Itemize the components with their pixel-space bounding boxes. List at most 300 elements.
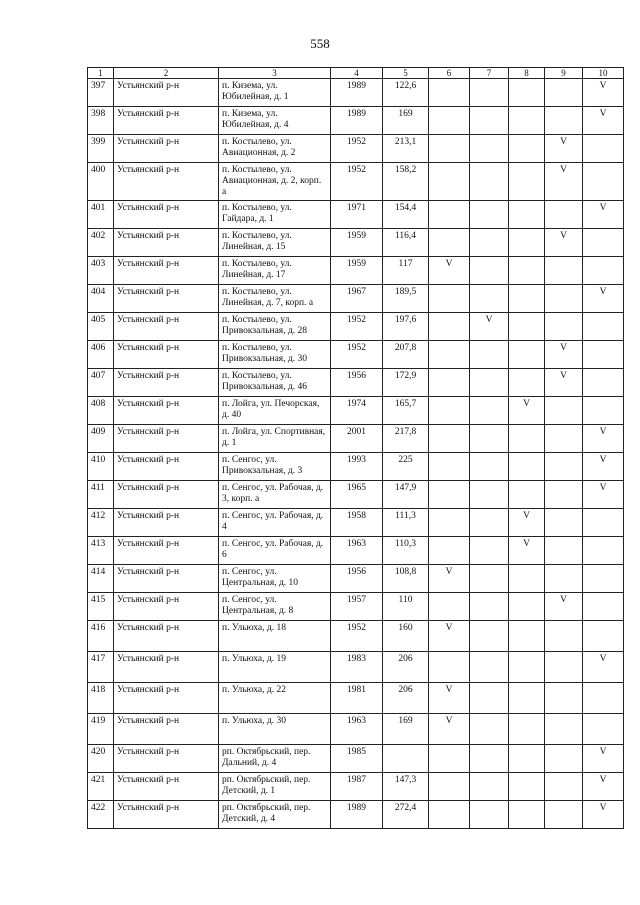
- table-row: [88, 537, 624, 565]
- mark-cell-col-9: [545, 565, 583, 593]
- year-cell: 1956: [331, 565, 383, 593]
- row-number-cell: 407: [88, 369, 114, 397]
- area-cell: 169: [383, 107, 429, 135]
- mark-cell-col-7: [470, 773, 509, 801]
- mark-cell-col-9: [545, 107, 583, 135]
- mark-cell-col-8: [509, 369, 545, 397]
- mark-cell-col-10: V: [583, 453, 624, 481]
- mark-cell-col-6: [429, 801, 470, 829]
- column-header: 6: [429, 68, 470, 79]
- mark-cell-col-10: [583, 683, 624, 714]
- mark-cell-col-9: [545, 201, 583, 229]
- mark-cell-col-6: [429, 453, 470, 481]
- mark-cell-col-8: [509, 341, 545, 369]
- table-row: [88, 481, 624, 509]
- district-cell: Устьянский р-н: [114, 537, 219, 565]
- table-row: [88, 453, 624, 481]
- mark-cell-col-10: [583, 229, 624, 257]
- address-cell: п. Костылево, ул. Привокзальная, д. 28: [219, 313, 331, 341]
- mark-cell-col-10: [583, 135, 624, 163]
- mark-cell-col-6: [429, 481, 470, 509]
- district-cell: Устьянский р-н: [114, 313, 219, 341]
- row-number-cell: 412: [88, 509, 114, 537]
- table-row: [88, 509, 624, 537]
- district-cell: Устьянский р-н: [114, 341, 219, 369]
- row-number-cell: 414: [88, 565, 114, 593]
- year-cell: 1971: [331, 201, 383, 229]
- district-cell: Устьянский р-н: [114, 745, 219, 773]
- mark-cell-col-9: [545, 257, 583, 285]
- address-cell: п. Сенгос, ул. Рабочая, д. 6: [219, 537, 331, 565]
- mark-cell-col-8: [509, 565, 545, 593]
- mark-cell-col-10: [583, 593, 624, 621]
- mark-cell-col-6: [429, 537, 470, 565]
- row-number-cell: 419: [88, 714, 114, 745]
- mark-cell-col-6: [429, 773, 470, 801]
- area-cell: 207,8: [383, 341, 429, 369]
- mark-cell-col-8: [509, 313, 545, 341]
- row-number-cell: 417: [88, 652, 114, 683]
- address-cell: п. Сенгос, ул. Рабочая, д. 4: [219, 509, 331, 537]
- mark-cell-col-10: V: [583, 107, 624, 135]
- table-row: [88, 652, 624, 683]
- mark-cell-col-9: [545, 773, 583, 801]
- mark-cell-col-8: [509, 107, 545, 135]
- mark-cell-col-9: [545, 537, 583, 565]
- mark-cell-col-6: [429, 397, 470, 425]
- district-cell: Устьянский р-н: [114, 201, 219, 229]
- mark-cell-col-10: V: [583, 773, 624, 801]
- mark-cell-col-10: V: [583, 79, 624, 107]
- address-cell: п. Кизема, ул. Юбилейная, д. 4: [219, 107, 331, 135]
- mark-cell-col-7: [470, 257, 509, 285]
- address-cell: п. Лойга, ул. Спортивная, д. 1: [219, 425, 331, 453]
- row-number-cell: 399: [88, 135, 114, 163]
- column-header: 7: [470, 68, 509, 79]
- mark-cell-col-8: [509, 801, 545, 829]
- address-cell: п. Костылево, ул. Линейная, д. 15: [219, 229, 331, 257]
- mark-cell-col-8: [509, 79, 545, 107]
- district-cell: Устьянский р-н: [114, 565, 219, 593]
- mark-cell-col-7: [470, 135, 509, 163]
- page-number: 558: [310, 36, 330, 51]
- mark-cell-col-10: V: [583, 745, 624, 773]
- table-row: [88, 745, 624, 773]
- address-cell: п. Ульюха, д. 22: [219, 683, 331, 714]
- district-cell: Устьянский р-н: [114, 79, 219, 107]
- mark-cell-col-9: [545, 509, 583, 537]
- year-cell: 1952: [331, 163, 383, 201]
- mark-cell-col-9: [545, 683, 583, 714]
- row-number-cell: 408: [88, 397, 114, 425]
- mark-cell-col-8: [509, 453, 545, 481]
- column-header: 9: [545, 68, 583, 79]
- district-cell: Устьянский р-н: [114, 369, 219, 397]
- mark-cell-col-8: [509, 481, 545, 509]
- mark-cell-col-10: V: [583, 652, 624, 683]
- year-cell: 1965: [331, 481, 383, 509]
- year-cell: 1989: [331, 801, 383, 829]
- mark-cell-col-8: [509, 593, 545, 621]
- table-row: [88, 425, 624, 453]
- area-cell: 154,4: [383, 201, 429, 229]
- area-cell: 108,8: [383, 565, 429, 593]
- mark-cell-col-7: [470, 652, 509, 683]
- mark-cell-col-7: [470, 714, 509, 745]
- table-body: [88, 79, 624, 829]
- table-row: [88, 593, 624, 621]
- mark-cell-col-9: [545, 652, 583, 683]
- mark-cell-col-9: V: [545, 369, 583, 397]
- mark-cell-col-8: [509, 683, 545, 714]
- area-cell: 206: [383, 683, 429, 714]
- year-cell: 1959: [331, 229, 383, 257]
- mark-cell-col-7: [470, 509, 509, 537]
- mark-cell-col-8: [509, 652, 545, 683]
- row-number-cell: 416: [88, 621, 114, 652]
- district-cell: Устьянский р-н: [114, 229, 219, 257]
- area-cell: 206: [383, 652, 429, 683]
- district-cell: Устьянский р-н: [114, 652, 219, 683]
- table-row: [88, 107, 624, 135]
- mark-cell-col-8: [509, 201, 545, 229]
- district-cell: Устьянский р-н: [114, 163, 219, 201]
- mark-cell-col-9: V: [545, 229, 583, 257]
- area-cell: 225: [383, 453, 429, 481]
- mark-cell-col-7: V: [470, 313, 509, 341]
- column-header: 4: [331, 68, 383, 79]
- area-cell: 122,6: [383, 79, 429, 107]
- mark-cell-col-8: V: [509, 397, 545, 425]
- housing-registry-table: [87, 67, 624, 829]
- mark-cell-col-6: V: [429, 565, 470, 593]
- area-cell: 165,7: [383, 397, 429, 425]
- area-cell: 217,8: [383, 425, 429, 453]
- district-cell: Устьянский р-н: [114, 135, 219, 163]
- district-cell: Устьянский р-н: [114, 285, 219, 313]
- mark-cell-col-9: [545, 425, 583, 453]
- mark-cell-col-7: [470, 481, 509, 509]
- year-cell: 1958: [331, 509, 383, 537]
- mark-cell-col-10: V: [583, 481, 624, 509]
- mark-cell-col-6: [429, 369, 470, 397]
- mark-cell-col-6: [429, 425, 470, 453]
- mark-cell-col-10: V: [583, 425, 624, 453]
- district-cell: Устьянский р-н: [114, 714, 219, 745]
- area-cell: 110: [383, 593, 429, 621]
- mark-cell-col-7: [470, 107, 509, 135]
- district-cell: Устьянский р-н: [114, 397, 219, 425]
- year-cell: 2001: [331, 425, 383, 453]
- mark-cell-col-7: [470, 285, 509, 313]
- table-row: [88, 369, 624, 397]
- address-cell: п. Лойга, ул. Печорская, д. 40: [219, 397, 331, 425]
- table-row: [88, 714, 624, 745]
- mark-cell-col-7: [470, 397, 509, 425]
- column-header: 8: [509, 68, 545, 79]
- row-number-cell: 401: [88, 201, 114, 229]
- mark-cell-col-7: [470, 369, 509, 397]
- table-row: [88, 135, 624, 163]
- row-number-cell: 411: [88, 481, 114, 509]
- mark-cell-col-9: V: [545, 341, 583, 369]
- address-cell: п. Костылево, ул. Линейная, д. 17: [219, 257, 331, 285]
- address-cell: п. Кизема, ул. Юбилейная, д. 1: [219, 79, 331, 107]
- year-cell: 1989: [331, 107, 383, 135]
- mark-cell-col-7: [470, 229, 509, 257]
- mark-cell-col-7: [470, 801, 509, 829]
- mark-cell-col-6: [429, 313, 470, 341]
- mark-cell-col-10: [583, 714, 624, 745]
- mark-cell-col-9: [545, 79, 583, 107]
- column-number-header-row: [88, 68, 624, 79]
- mark-cell-col-8: [509, 257, 545, 285]
- row-number-cell: 410: [88, 453, 114, 481]
- row-number-cell: 398: [88, 107, 114, 135]
- district-cell: Устьянский р-н: [114, 593, 219, 621]
- area-cell: 117: [383, 257, 429, 285]
- table-row: [88, 79, 624, 107]
- address-cell: п. Костылево, ул. Авиационная, д. 2: [219, 135, 331, 163]
- table-row: [88, 683, 624, 714]
- mark-cell-col-7: [470, 593, 509, 621]
- mark-cell-col-9: [545, 714, 583, 745]
- mark-cell-col-8: [509, 745, 545, 773]
- year-cell: 1963: [331, 537, 383, 565]
- mark-cell-col-7: [470, 79, 509, 107]
- mark-cell-col-10: [583, 257, 624, 285]
- mark-cell-col-7: [470, 201, 509, 229]
- district-cell: Устьянский р-н: [114, 453, 219, 481]
- area-cell: 169: [383, 714, 429, 745]
- row-number-cell: 422: [88, 801, 114, 829]
- mark-cell-col-6: [429, 652, 470, 683]
- address-cell: п. Костылево, ул. Линейная, д. 7, корп. а: [219, 285, 331, 313]
- mark-cell-col-8: [509, 425, 545, 453]
- mark-cell-col-9: [545, 397, 583, 425]
- area-cell: 116,4: [383, 229, 429, 257]
- table-row: [88, 313, 624, 341]
- year-cell: 1983: [331, 652, 383, 683]
- mark-cell-col-7: [470, 537, 509, 565]
- mark-cell-col-9: V: [545, 593, 583, 621]
- mark-cell-col-6: [429, 745, 470, 773]
- area-cell: [383, 745, 429, 773]
- district-cell: Устьянский р-н: [114, 621, 219, 652]
- mark-cell-col-6: [429, 285, 470, 313]
- mark-cell-col-6: [429, 593, 470, 621]
- mark-cell-col-7: [470, 745, 509, 773]
- address-cell: п. Ульюха, д. 18: [219, 621, 331, 652]
- address-cell: рп. Октябрьский, пер. Дальний, д. 4: [219, 745, 331, 773]
- mark-cell-col-9: V: [545, 163, 583, 201]
- area-cell: 197,6: [383, 313, 429, 341]
- year-cell: 1989: [331, 79, 383, 107]
- district-cell: Устьянский р-н: [114, 683, 219, 714]
- year-cell: 1967: [331, 285, 383, 313]
- mark-cell-col-8: [509, 621, 545, 652]
- address-cell: п. Сенгос, ул. Центральная, д. 10: [219, 565, 331, 593]
- table-row: [88, 257, 624, 285]
- row-number-cell: 397: [88, 79, 114, 107]
- address-cell: п. Костылево, ул. Гайдара, д. 1: [219, 201, 331, 229]
- row-number-cell: 404: [88, 285, 114, 313]
- row-number-cell: 415: [88, 593, 114, 621]
- year-cell: 1952: [331, 313, 383, 341]
- mark-cell-col-6: [429, 163, 470, 201]
- address-cell: п. Костылево, ул. Привокзальная, д. 30: [219, 341, 331, 369]
- year-cell: 1981: [331, 683, 383, 714]
- district-cell: Устьянский р-н: [114, 481, 219, 509]
- row-number-cell: 405: [88, 313, 114, 341]
- mark-cell-col-10: [583, 163, 624, 201]
- district-cell: Устьянский р-н: [114, 425, 219, 453]
- mark-cell-col-10: [583, 537, 624, 565]
- address-cell: п. Ульюха, д. 19: [219, 652, 331, 683]
- mark-cell-col-9: [545, 453, 583, 481]
- table-row: [88, 801, 624, 829]
- table-row: [88, 341, 624, 369]
- address-cell: рп. Октябрьский, пер. Детский, д. 4: [219, 801, 331, 829]
- year-cell: 1974: [331, 397, 383, 425]
- mark-cell-col-6: [429, 229, 470, 257]
- mark-cell-col-8: [509, 163, 545, 201]
- year-cell: 1985: [331, 745, 383, 773]
- district-cell: Устьянский р-н: [114, 773, 219, 801]
- district-cell: Устьянский р-н: [114, 257, 219, 285]
- mark-cell-col-8: [509, 773, 545, 801]
- mark-cell-col-10: V: [583, 801, 624, 829]
- mark-cell-col-8: [509, 229, 545, 257]
- column-header: 3: [219, 68, 331, 79]
- area-cell: 158,2: [383, 163, 429, 201]
- table-row: [88, 285, 624, 313]
- mark-cell-col-10: [583, 313, 624, 341]
- mark-cell-col-10: [583, 509, 624, 537]
- mark-cell-col-10: [583, 565, 624, 593]
- table-row: [88, 773, 624, 801]
- area-cell: 189,5: [383, 285, 429, 313]
- mark-cell-col-6: V: [429, 257, 470, 285]
- table-row: [88, 229, 624, 257]
- row-number-cell: 403: [88, 257, 114, 285]
- mark-cell-col-10: V: [583, 201, 624, 229]
- mark-cell-col-7: [470, 453, 509, 481]
- area-cell: 147,3: [383, 773, 429, 801]
- district-cell: Устьянский р-н: [114, 509, 219, 537]
- address-cell: п. Костылево, ул. Привокзальная, д. 46: [219, 369, 331, 397]
- mark-cell-col-9: [545, 745, 583, 773]
- area-cell: 110,3: [383, 537, 429, 565]
- mark-cell-col-6: V: [429, 683, 470, 714]
- address-cell: п. Сенгос, ул. Привокзальная, д. 3: [219, 453, 331, 481]
- mark-cell-col-6: [429, 107, 470, 135]
- address-cell: п. Сенгос, ул. Центральная, д. 8: [219, 593, 331, 621]
- mark-cell-col-6: [429, 341, 470, 369]
- row-number-cell: 400: [88, 163, 114, 201]
- row-number-cell: 402: [88, 229, 114, 257]
- mark-cell-col-9: [545, 481, 583, 509]
- table-row: [88, 163, 624, 201]
- column-header: 5: [383, 68, 429, 79]
- mark-cell-col-9: [545, 313, 583, 341]
- row-number-cell: 420: [88, 745, 114, 773]
- column-header: 2: [114, 68, 219, 79]
- mark-cell-col-6: [429, 79, 470, 107]
- year-cell: 1952: [331, 621, 383, 652]
- row-number-cell: 418: [88, 683, 114, 714]
- year-cell: 1963: [331, 714, 383, 745]
- column-header: 1: [88, 68, 114, 79]
- mark-cell-col-6: [429, 509, 470, 537]
- mark-cell-col-7: [470, 341, 509, 369]
- area-cell: 111,3: [383, 509, 429, 537]
- mark-cell-col-8: [509, 135, 545, 163]
- mark-cell-col-8: V: [509, 509, 545, 537]
- area-cell: 213,1: [383, 135, 429, 163]
- address-cell: п. Сенгос, ул. Рабочая, д. 3, корп. а: [219, 481, 331, 509]
- mark-cell-col-7: [470, 565, 509, 593]
- year-cell: 1952: [331, 135, 383, 163]
- mark-cell-col-10: [583, 341, 624, 369]
- mark-cell-col-9: [545, 801, 583, 829]
- mark-cell-col-7: [470, 683, 509, 714]
- row-number-cell: 409: [88, 425, 114, 453]
- district-cell: Устьянский р-н: [114, 801, 219, 829]
- area-cell: 160: [383, 621, 429, 652]
- address-cell: рп. Октябрьский, пер. Детский, д. 1: [219, 773, 331, 801]
- table-row: [88, 621, 624, 652]
- mark-cell-col-10: V: [583, 285, 624, 313]
- mark-cell-col-10: [583, 369, 624, 397]
- row-number-cell: 413: [88, 537, 114, 565]
- mark-cell-col-9: V: [545, 135, 583, 163]
- year-cell: 1952: [331, 341, 383, 369]
- year-cell: 1956: [331, 369, 383, 397]
- mark-cell-col-7: [470, 163, 509, 201]
- mark-cell-col-8: [509, 285, 545, 313]
- mark-cell-col-10: [583, 621, 624, 652]
- address-cell: п. Костылево, ул. Авиационная, д. 2, корп. а: [219, 163, 331, 201]
- column-header: 10: [583, 68, 624, 79]
- mark-cell-col-7: [470, 621, 509, 652]
- mark-cell-col-9: [545, 621, 583, 652]
- year-cell: 1987: [331, 773, 383, 801]
- mark-cell-col-10: [583, 397, 624, 425]
- year-cell: 1957: [331, 593, 383, 621]
- row-number-cell: 406: [88, 341, 114, 369]
- year-cell: 1993: [331, 453, 383, 481]
- year-cell: 1959: [331, 257, 383, 285]
- table-row: [88, 201, 624, 229]
- table-row: [88, 397, 624, 425]
- mark-cell-col-8: V: [509, 537, 545, 565]
- table-row: [88, 565, 624, 593]
- district-cell: Устьянский р-н: [114, 107, 219, 135]
- mark-cell-col-6: [429, 201, 470, 229]
- area-cell: 172,9: [383, 369, 429, 397]
- mark-cell-col-6: V: [429, 621, 470, 652]
- area-cell: 272,4: [383, 801, 429, 829]
- mark-cell-col-9: [545, 285, 583, 313]
- mark-cell-col-6: V: [429, 714, 470, 745]
- mark-cell-col-7: [470, 425, 509, 453]
- mark-cell-col-8: [509, 714, 545, 745]
- address-cell: п. Ульюха, д. 30: [219, 714, 331, 745]
- mark-cell-col-6: [429, 135, 470, 163]
- area-cell: 147,9: [383, 481, 429, 509]
- row-number-cell: 421: [88, 773, 114, 801]
